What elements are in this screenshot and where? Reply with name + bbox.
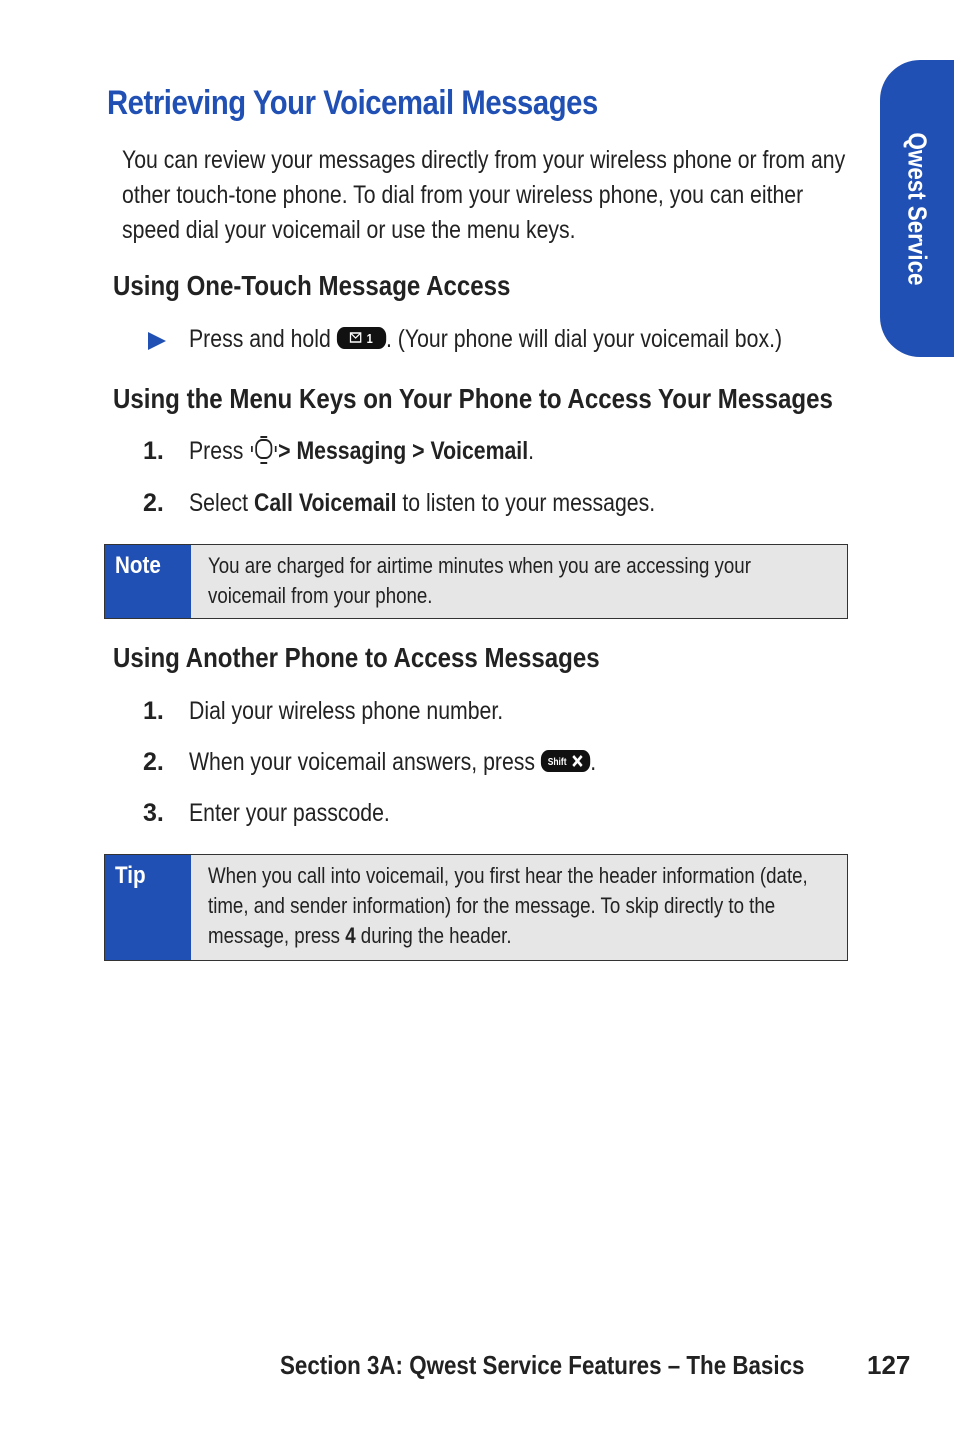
step-text: to listen to your messages. [396,489,656,517]
side-tab [880,60,954,357]
another-step-1: Dial your wireless phone number. [189,697,504,725]
section-heading-another-phone: Using Another Phone to Access Messages [113,642,600,673]
bullet-arrow-icon [148,332,166,350]
tip-label: Tip [115,862,146,889]
menu-path: > Messaging > Voicemail [278,437,529,465]
one-touch-instruction [189,325,782,354]
menu-option: Call Voicemail [253,489,397,517]
step-number: 2. [143,748,164,776]
section-heading-one-touch: Using One-Touch Message Access [113,270,511,301]
shift-key-icon [541,750,590,772]
page-number: 127 [867,1350,911,1380]
tip-text-part: during the header. [355,923,512,948]
another-step-3: Enter your passcode. [189,799,390,827]
note-line: voicemail from your phone. [208,583,433,608]
tip-line [208,921,808,951]
key-label: Shift [547,756,567,768]
side-tab-label: Qwest Service [902,132,933,285]
step-text: . [590,748,597,776]
intro-paragraph [122,143,882,248]
another-step-2 [189,748,596,777]
tip-line: time, and sender information) for the message. To skip directly to the [208,893,776,918]
nav-key-icon [249,436,278,464]
note-callout [104,544,848,619]
intro-line: speed dial your voicemail or use the menu keys. [122,216,576,244]
instruction-text: . (Your phone will dial your voicemail box.) [385,325,783,353]
step-text: . [528,437,535,465]
note-line: You are charged for airtime minutes when you are accessing your [208,553,751,578]
tip-key: 4 [345,923,356,948]
menu-step-2 [189,489,655,518]
page-title: Retrieving Your Voicemail Messages [107,84,598,122]
step-number: 2. [143,489,164,517]
key-label: 1 [366,331,373,347]
step-text: When your voicemail answers, press [189,748,536,776]
section-heading-menu-keys: Using the Menu Keys on Your Phone to Access Your Messages [113,383,833,414]
intro-line: other touch-tone phone. To dial from your wireless phone, you can either [122,181,804,209]
tip-callout [104,854,848,961]
footer-section: Section 3A: Qwest Service Features – The Basics [280,1350,805,1380]
tip-text-part: message, press [208,923,346,948]
step-number: 1. [143,437,164,465]
step-text: Select [189,489,254,517]
instruction-text: Press and hold [189,325,331,353]
menu-step-1 [189,437,534,466]
intro-line: You can review your messages directly from your wireless phone or from any [122,146,846,174]
note-tag [105,545,191,618]
tip-tag [105,855,191,960]
step-number: 1. [143,697,164,725]
step-number: 3. [143,799,164,827]
note-text [208,551,847,611]
tip-line: When you call into voicemail, you first hear the header information (date, [208,863,808,888]
step-text: Press [189,437,244,465]
voicemail-key-icon [337,327,386,349]
tip-text [208,861,914,951]
note-label: Note [115,552,161,579]
